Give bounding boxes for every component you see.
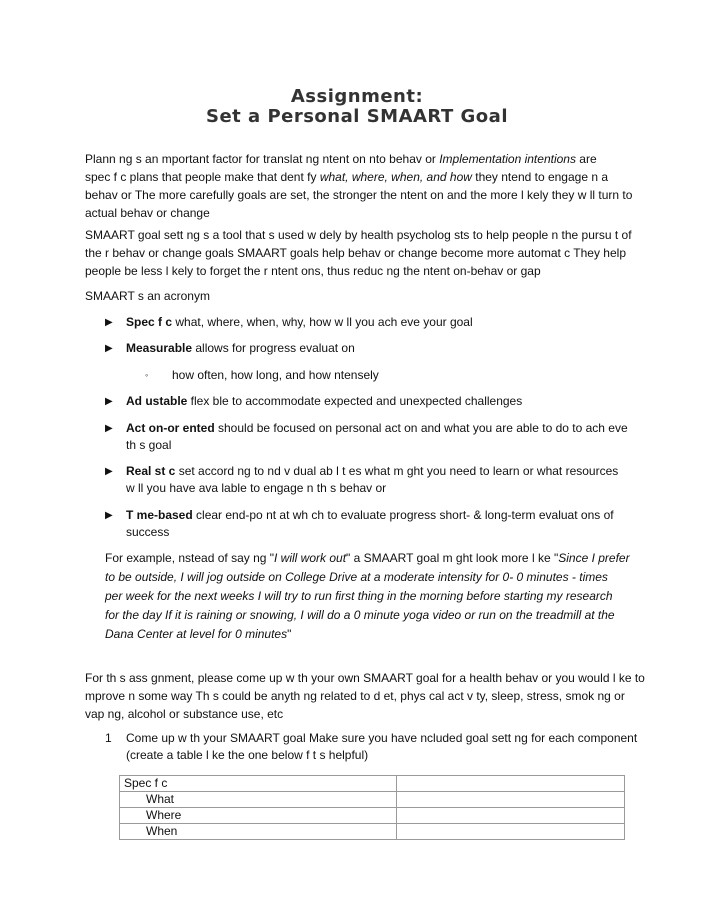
goal-table xyxy=(119,775,625,840)
triangle-bullet-icon: ▶ xyxy=(105,466,113,477)
intro-paragraph: Plann ng s an mportant factor for translat ng ntent on nto behav or Implementation intentions are spec f c plans that people make that dent fy what, where, when, and how they ntend to engage n a behav or The more carefully goals are set, the stronger the ntent on and the more l kely they w ll turn to actual behav or change xyxy=(85,152,633,220)
table-cell-value[interactable] xyxy=(397,808,625,824)
triangle-bullet-icon: ▶ xyxy=(105,317,113,328)
table-row xyxy=(120,792,625,808)
example-paragraph: For example, nstead of say ng "I will work out" a SMAART goal m ght look more l ke "Since I prefer to be outside, I will jog outside on College Drive at a moderate intensity for 0- 0 minutes - times per week for the next weeks I will try to run first thing in the morning before starting my research for the day If it is raining or snowing, I will do a 0 minute yoga video or run on the treadmill at the Dana Center at level for 0 minutes" xyxy=(105,551,630,641)
triangle-bullet-icon: ▶ xyxy=(105,343,113,354)
table-row xyxy=(120,824,625,840)
table-cell-label: Spec f c xyxy=(120,776,397,792)
numbered-item-text: Come up w th your SMAART goal Make sure you have ncluded goal sett ng for each component (create a table l ke the one below f t s helpful) xyxy=(126,731,638,762)
table-cell-label: When xyxy=(120,824,397,840)
smaart-bullet-list: ▶ Spec f c what, where, when, why, how w ll you ach eve your goal ▶ Measurable allows for progress evaluat on ◦ how often, how long, and how ntensely ▶ Ad ustable flex ble to accommodate expected and unexpected challenges ▶ Act on-or ented should be focused on personal act on and what you are able to do to ach eve th s goal ▶ Real st c set accord ng to nd v dual ab l t es what m ght you need to learn or what resources w ll you have ava lable to engage n th s behav or ▶ T me-based clear end-po nt at wh ch to evaluate progress short- & long-term evaluat ons of success xyxy=(105,315,628,539)
triangle-bullet-icon: ▶ xyxy=(105,423,113,434)
table-row xyxy=(120,808,625,824)
table-row xyxy=(120,776,625,792)
triangle-bullet-icon: ▶ xyxy=(105,396,113,407)
table-cell-value[interactable] xyxy=(397,776,625,792)
table-cell-value[interactable] xyxy=(397,792,625,808)
acronym-intro: SMAART s an acronym xyxy=(85,289,210,303)
numbered-item-number: 1 xyxy=(105,731,112,745)
table-cell-value[interactable] xyxy=(397,824,625,840)
table-cell-label: What xyxy=(120,792,397,808)
triangle-bullet-icon: ▶ xyxy=(105,510,113,521)
title-line-2: Set a Personal SMAART Goal xyxy=(205,106,508,127)
smaart-paragraph: SMAART goal sett ng s a tool that s used w dely by health psycholog sts to help people n the pursu t of the r behav or change goals SMAART goals help behav or change become more automat c They help people be less l kely to forget the r ntent ons, thus reduc ng the ntent on-behav or gap xyxy=(85,228,632,278)
table-cell-label: Where xyxy=(120,808,397,824)
title-line-1: Assignment: xyxy=(290,86,424,107)
assignment-paragraph: For th s ass gnment, please come up w th your own SMAART goal for a health behav or you would l ke to mprove n some way Th s could be anyth ng related to d et, phys cal act v ty, sleep, stress, smok ng or vap ng, alcohol or substance use, etc xyxy=(85,671,645,721)
circle-bullet-icon: ◦ xyxy=(145,370,149,380)
